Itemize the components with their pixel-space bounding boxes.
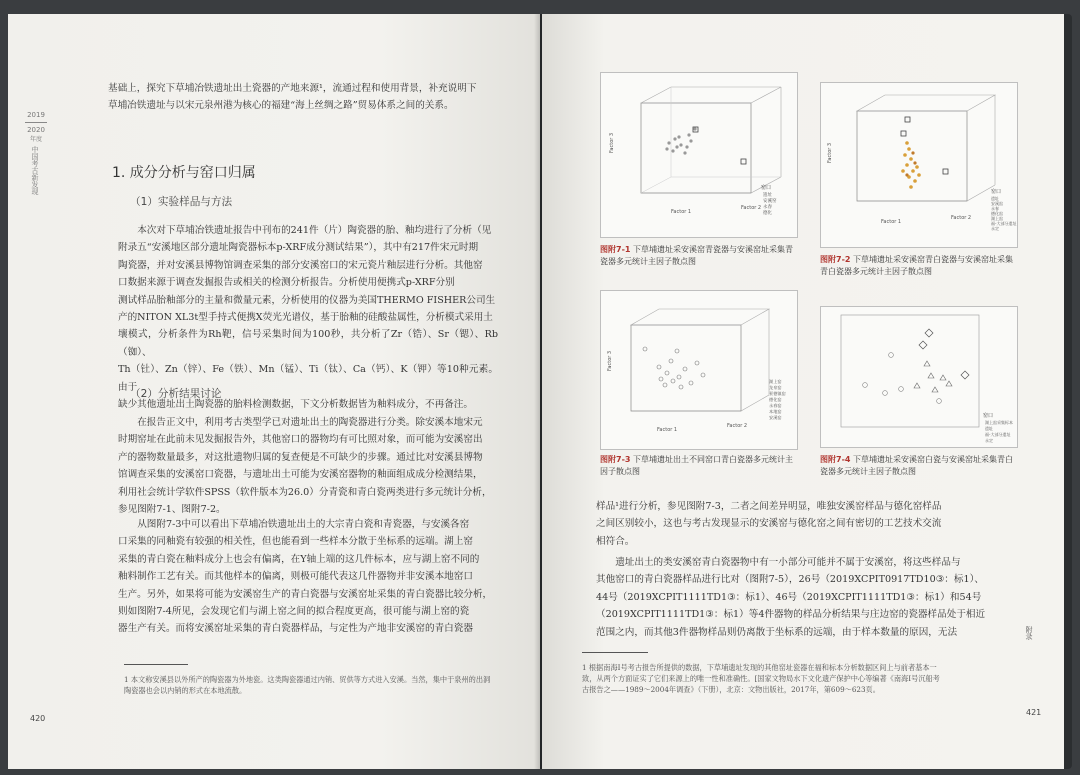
svg-text:Factor 1: Factor 1 xyxy=(881,219,902,225)
scatter-3d-plot xyxy=(601,73,797,237)
text-line: 釉料制作工艺有关。而其他样本的偏离，则极可能代表这几件器物并非安溪本地窑口 xyxy=(118,571,473,583)
text-line: 基础上，探究下草埔冶铁遗址出土瓷器的产地来源¹，流通过程和使用背景，补充说明下 xyxy=(108,83,477,94)
text-line: 参见图附7-1、图附7-2。 xyxy=(118,504,226,516)
caption-label: 图附7-2 xyxy=(820,255,851,264)
legend-item: 福-大部分遗址 xyxy=(985,432,1011,437)
paragraph-1 xyxy=(118,222,498,413)
text-line: 器生产有关。而将安溪窑址采集的青白瓷器样品，与定性为产地非安溪窑的青白瓷器 xyxy=(118,623,473,635)
text-line: 1 本文称安溪县以外所产的陶瓷器为外地瓷。这类陶瓷器通过内销、贸供等方式进入安溪。当然，集中于泉州的出洞 xyxy=(124,675,491,684)
legend-title: 窑口 xyxy=(761,185,772,191)
text-line: 产的器物数量最多，对这批遗物归属的复查便是不可缺少的步骤。通过比对安溪县博物 xyxy=(118,451,483,463)
text-line: 遗址出土的类安溪窑青白瓷器物中有一小部分可能并不属于安溪窑，将这些样品与 xyxy=(615,557,961,568)
margin-year-block xyxy=(16,110,56,145)
figure-7-2-caption xyxy=(820,254,1020,278)
svg-text:Factor 2: Factor 2 xyxy=(727,423,748,429)
text-line: 测试样品胎釉部分的主量和微量元素，分析使用的仪器为美国THERMO FISHER公司生 xyxy=(118,294,496,306)
text-line: 缺少其他遗址出土陶瓷器的胎料检测数据，下文分析数据皆为釉料成分，不再备注。 xyxy=(118,399,473,411)
margin-year-top: 2019 xyxy=(27,111,45,119)
legend-item: 景德镇窑 xyxy=(769,391,786,396)
footnote-divider xyxy=(124,664,188,665)
caption-text: 下草埔遗址采安溪窑白瓷与安溪窑址采集青白瓷器多元统计主因子散点图 xyxy=(820,455,1013,476)
text-line: 产的NITON XL3t型手持式便携X荧光光谱仪，基于胎釉的硅酸盐属性，分析模式采用土 xyxy=(118,312,493,324)
legend-item: 本地窑 xyxy=(769,409,782,414)
text-line: 陶瓷器也会以内销的形式在本地流散。 xyxy=(124,686,247,695)
text-line: 范围之内，而其他3件器物样品则仍离散于坐标系的远端，由于样本数量的原因，无法 xyxy=(596,626,958,638)
svg-text:Factor 3: Factor 3 xyxy=(827,142,833,163)
legend-item: 永定 xyxy=(985,438,993,443)
left-page xyxy=(8,14,540,769)
text-line: Th（钍）、Zn（锌）、Fe（铁）、Mn（锰）、Ti（钛）、Ca（钙）、K（钾）等10种元素。由于 xyxy=(118,364,498,393)
caption-label: 图附7-1 xyxy=(600,245,631,254)
text-line: 本次对下草埔冶铁遗址报告中刊布的241件（片）陶瓷器的胎、釉均进行了分析（见 xyxy=(137,225,492,236)
margin-year-suffix: 年度 xyxy=(29,136,42,143)
text-line: 附录五“安溪地区部分遗址陶瓷器标本p-XRF成分测试结果”），其中有217件宋元时期 xyxy=(118,242,479,254)
text-line: （2019XCPIT1111TD1③：标1）等4件器物的样品分析结果与庄边窑的瓷器样品处于相近 xyxy=(596,609,986,621)
right-page xyxy=(542,14,1064,769)
text-line: 其他窑口的青白瓷器样品进行比对（图附7-5），26号（2019XCPIT0917TD10③：标1）、 xyxy=(596,574,984,586)
legend-item: 安溪窑 xyxy=(991,201,1003,206)
text-line: 生产。另外，如果将可能为安溪窑生产的青白瓷器与安溪窑址采集的青白瓷器比较分析， xyxy=(118,588,493,600)
figure-7-3 xyxy=(600,290,798,450)
caption-text: 下草埔遗址采安溪窑青瓷器与安溪窑址采集青瓷器多元统计主因子散点图 xyxy=(600,245,793,266)
legend-item: 湖上窑采集标本 xyxy=(985,420,1013,425)
svg-text:Factor 2: Factor 2 xyxy=(951,215,972,221)
scatter-3d-plot xyxy=(821,83,1017,247)
right-paragraph-2 xyxy=(596,554,1004,641)
svg-text:Factor 3: Factor 3 xyxy=(607,350,613,371)
text-line: 样品¹进行分析，参见图附7-3，二者之间差异明显，唯独安溪窑样品与德化窑样品 xyxy=(596,501,942,512)
caption-label: 图附7-4 xyxy=(820,455,851,464)
text-line: 从图附7-3中可以看出下草埔冶铁遗址出土的大宗青白瓷和青瓷器，与安溪各窑 xyxy=(137,519,470,530)
text-line: 44号（2019XCPIT1111TD1③：标1）、46号（2019XCPIT1111TD1③：标1）和54号 xyxy=(596,591,982,603)
legend-item: 湖上窑 xyxy=(991,216,1003,221)
side-note-appendix: 附录 xyxy=(1025,626,1033,640)
text-line: 口数据来源于调查发掘报告或相关的检测分析报告。分析使用便携式p-XRF分别 xyxy=(118,277,455,289)
text-line: 相符合。 xyxy=(596,535,635,547)
legend-item: 永春 xyxy=(763,205,772,210)
text-line: 1 根据南海Ⅰ号考古报告所提供的数据，下草埔遗址发现的其他窑址瓷器在福和标本分析数据区间上与前者基本一 xyxy=(582,663,937,672)
paragraph-2 xyxy=(118,414,498,518)
legend-item: 湖上窑 xyxy=(769,379,782,384)
legend-item: 永春窑 xyxy=(769,403,782,408)
legend-item: 龙泉窑 xyxy=(769,385,782,390)
figure-7-3-caption xyxy=(600,454,800,478)
page-number-right: 421 xyxy=(1026,708,1042,717)
legend-item: 永春 xyxy=(991,206,999,211)
text-line: 草埔冶铁遗址与以宋元泉州港为核心的福建“海上丝绸之路”贸易体系之间的关系。 xyxy=(108,100,454,112)
text-line: 馆调查采集的安溪窑口瓷器，与遗址出土可能为安溪窑器物的釉面组成成分检测结果， xyxy=(118,469,483,481)
caption-text: 下草埔遗址采安溪窑青白瓷器与安溪窑址采集青白瓷器多元统计主因子散点图 xyxy=(820,255,1013,276)
legend-item: 安溪窑 xyxy=(763,199,777,204)
figure-7-4-caption xyxy=(820,454,1020,478)
legend-item: 遗址 xyxy=(985,426,993,431)
margin-year-bottom: 2020 xyxy=(27,126,45,134)
svg-text:Factor 1: Factor 1 xyxy=(671,209,692,215)
page-number-left: 420 xyxy=(30,714,46,723)
footnote xyxy=(124,674,504,696)
paragraph-3 xyxy=(118,516,498,638)
open-book xyxy=(8,14,1072,769)
svg-text:Factor 2: Factor 2 xyxy=(741,205,762,211)
footnote xyxy=(582,662,992,695)
figure-7-1-caption xyxy=(600,244,800,268)
legend-item: 福-大部分遗址 xyxy=(991,221,1017,226)
text-line: 利用社会统计学软件SPSS（软件版本为26.0）分青瓷和青白瓷两类进行多元统计分析， xyxy=(118,486,492,498)
text-line: 采集的青白瓷在釉料成分上也会有偏离，在Y轴上端的这几件标本，应与湖上窑不同的 xyxy=(118,553,480,565)
svg-text:Factor 3: Factor 3 xyxy=(609,132,615,153)
text-line: 在报告正文中，利用考古类型学已对遗址出土的陶瓷器进行分类。除安溪本地宋元 xyxy=(137,417,483,428)
legend-item: 遗址 xyxy=(763,193,772,198)
legend-item: 安溪窑 xyxy=(769,415,782,420)
text-line: 致，从两个方面证实了它们来源上的唯一性和准确性。[国家文物局水下文化遗产保护中心等编著《南海Ⅰ号沉船考 xyxy=(582,674,940,683)
legend-item: 德化窑 xyxy=(991,211,1003,216)
legend-item: 德化窑 xyxy=(769,397,782,402)
text-line: 则如图附7-4所见，会发现它们与湖上窑之间的拟合程度更高，很可能与湖上窑的瓷 xyxy=(118,606,470,618)
subsection-title-2: （2）分析结果讨论 xyxy=(130,388,222,400)
right-paragraph-1 xyxy=(596,498,1004,550)
footnote-divider xyxy=(582,652,648,653)
legend-item: 永定 xyxy=(991,226,999,231)
text-line: 壤模式，分析条件为Rh靶，信号采集时间为100秒，共分析了Zr（锆）、Sr（锶）、Rb（铷）、 xyxy=(118,329,498,358)
legend-title: 窑口 xyxy=(991,189,1002,195)
text-line: 古报告之——1989～2004年调查》（下册），北京：文物出版社，2017年，第609～623页。 xyxy=(582,685,880,694)
section-title: 1. 成分分析与窑口归属 xyxy=(112,165,256,181)
svg-text:Factor 1: Factor 1 xyxy=(657,427,678,433)
scatter-3d-plot xyxy=(601,291,797,449)
text-line: 时期窑址在此前未见发掘报告外，其他窑口的器物均有可比照对象，而可能为安溪窑出 xyxy=(118,434,483,446)
text-line: 陶瓷器，并对安溪县博物馆调查采集的部分安溪窑口的宋元瓷片釉层进行分析。其他窑 xyxy=(118,259,483,271)
legend-item: 德化 xyxy=(763,211,772,216)
caption-label: 图附7-3 xyxy=(600,455,631,464)
figure-7-2 xyxy=(820,82,1018,248)
figure-7-1 xyxy=(600,72,798,238)
legend-title: 窑口 xyxy=(983,413,994,419)
text-line: 口采集的同釉瓷有较强的相关性，但也能看到一些样本分散于坐标系的远端。湖上窑 xyxy=(118,536,473,548)
legend-item: 遗址 xyxy=(991,196,999,201)
margin-series-title: 中国考古新发现 xyxy=(31,146,39,195)
scatter-2d-plot xyxy=(821,307,1017,447)
text-line: 之间区别较小，这也与考古发现显示的安溪窑与德化窑之间有密切的工艺技术交流 xyxy=(596,518,942,530)
intro-paragraph xyxy=(108,80,498,115)
subsection-title-1: （1）实验样品与方法 xyxy=(130,196,233,208)
caption-text: 下草埔遗址出土不同窑口青白瓷器多元统计主因子散点图 xyxy=(600,455,793,476)
figure-7-4 xyxy=(820,306,1018,448)
